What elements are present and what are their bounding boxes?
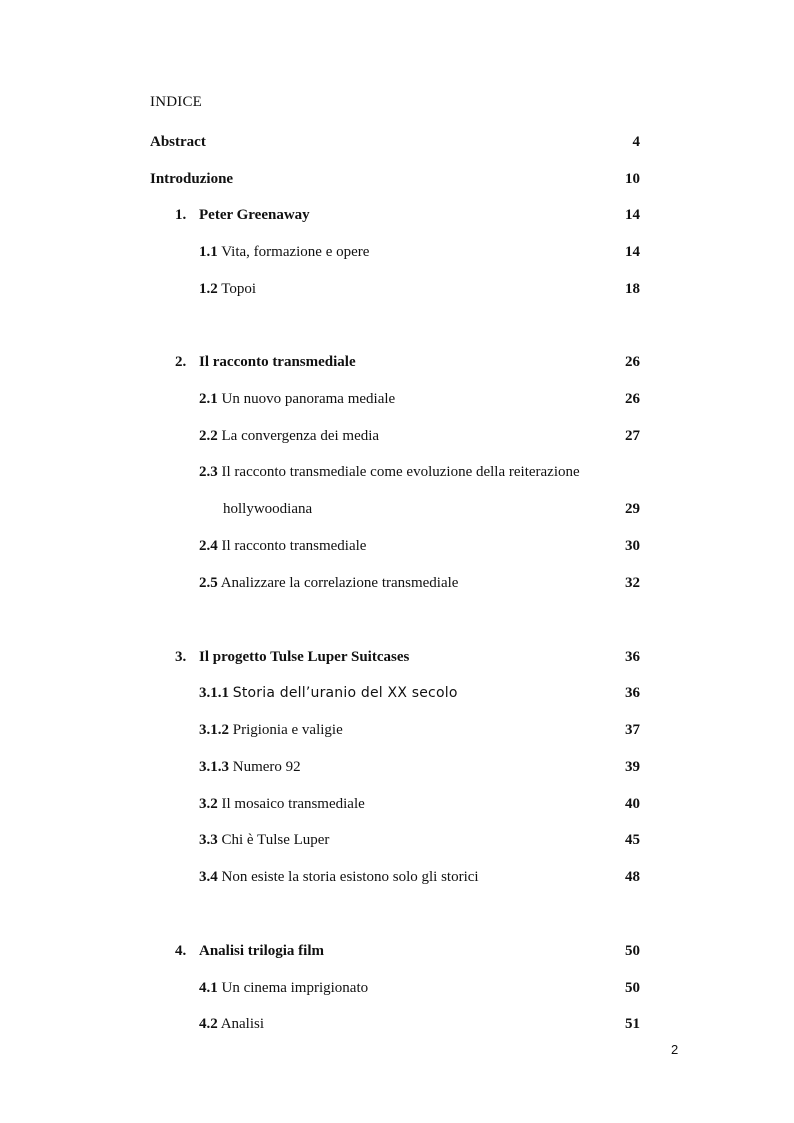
toc-section-2-2[interactable] [199, 425, 649, 447]
toc-entry-page: 32 [625, 575, 640, 591]
chapter-number: 2. [175, 354, 187, 370]
toc-entry-page: 14 [625, 207, 640, 223]
toc-section-4-1[interactable] [199, 977, 649, 999]
chapter-title: Analisi trilogia film [199, 943, 324, 959]
section-title: Chi è Tulse Luper [221, 832, 330, 848]
toc-chapter-1[interactable] [175, 204, 645, 226]
toc-section-3-1-3[interactable] [199, 756, 649, 778]
toc-entry-page: 40 [625, 796, 640, 812]
section-title: Storia dell’uranio del XX secolo [232, 685, 458, 701]
section-number: 2.3 [199, 464, 218, 480]
toc-section-2-3-continuation[interactable] [223, 498, 649, 520]
toc-section-2-4[interactable] [199, 535, 649, 557]
section-number: 3.1.2 [199, 722, 229, 738]
toc-entry-page: 4 [632, 134, 640, 150]
toc-entry-page: 30 [625, 538, 640, 554]
chapter-title: Il progetto Tulse Luper Suitcases [199, 649, 410, 665]
toc-chapter-4[interactable] [175, 940, 645, 962]
toc-section-3-3[interactable] [199, 829, 649, 851]
toc-entry-page: 26 [625, 391, 640, 407]
toc-entry-page: 18 [625, 281, 640, 297]
toc-section-2-5[interactable] [199, 572, 649, 594]
section-number: 1.1 [199, 244, 218, 260]
chapter-title: Peter Greenaway [199, 207, 310, 223]
section-number: 4.2 [199, 1016, 218, 1032]
section-title: Analisi [220, 1016, 265, 1032]
chapter-title: Il racconto transmediale [199, 354, 356, 370]
toc-section-3-4[interactable] [199, 866, 649, 888]
toc-entry-page: 45 [625, 832, 640, 848]
section-title: Un cinema imprigionato [221, 980, 369, 996]
section-number: 3.1.1 [199, 685, 229, 701]
section-title: Prigionia e valigie [232, 722, 343, 738]
chapter-number: 1. [175, 207, 187, 223]
section-number: 3.4 [199, 869, 218, 885]
toc-entry-introduzione[interactable] [150, 168, 650, 190]
page-number: 2 [671, 1042, 679, 1057]
chapter-number: 4. [175, 943, 187, 959]
section-title: La convergenza dei media [221, 428, 380, 444]
toc-section-4-2[interactable] [199, 1013, 649, 1035]
section-title: Il racconto transmediale [221, 538, 367, 554]
toc-entry-abstract[interactable] [150, 131, 650, 153]
section-number: 3.3 [199, 832, 218, 848]
section-title: Il mosaico transmediale [221, 796, 365, 812]
toc-section-1-1[interactable] [199, 241, 649, 263]
toc-entry-page: 50 [625, 943, 640, 959]
toc-entry-page: 51 [625, 1016, 640, 1032]
section-number: 3.1.3 [199, 759, 229, 775]
toc-section-2-3[interactable] [199, 461, 649, 483]
toc-section-3-2[interactable] [199, 793, 649, 815]
section-title: Topoi [221, 281, 257, 297]
toc-entry-page: 39 [625, 759, 640, 775]
toc-section-3-1-2[interactable] [199, 719, 649, 741]
section-title: Numero 92 [232, 759, 301, 775]
toc-section-3-1-1[interactable] [199, 682, 649, 704]
toc-section-2-1[interactable] [199, 388, 649, 410]
section-title: Analizzare la correlazione transmediale [220, 575, 459, 591]
section-title: Un nuovo panorama mediale [221, 391, 396, 407]
section-title: Vita, formazione e opere [221, 244, 370, 260]
chapter-number: 3. [175, 649, 187, 665]
toc-section-1-2[interactable] [199, 278, 649, 300]
toc-entry-title: Introduzione [150, 171, 234, 187]
toc-entry-page: 50 [625, 980, 640, 996]
section-number: 3.2 [199, 796, 218, 812]
section-number: 2.2 [199, 428, 218, 444]
toc-entry-title: Abstract [150, 134, 206, 150]
section-title: Non esiste la storia esistono solo gli storici [221, 869, 479, 885]
toc-entry-page: 14 [625, 244, 640, 260]
section-title: Il racconto transmediale come evoluzione della reiterazione [221, 464, 580, 480]
toc-entry-page: 10 [625, 171, 640, 187]
toc-heading: INDICE [150, 94, 203, 110]
toc-entry-page: 26 [625, 354, 640, 370]
toc-entry-page: 29 [625, 501, 640, 517]
toc-entry-page: 36 [625, 649, 640, 665]
toc-entry-page: 37 [625, 722, 640, 738]
section-number: 2.4 [199, 538, 218, 554]
section-title-continuation: hollywoodiana [223, 501, 313, 517]
section-number: 2.5 [199, 575, 218, 591]
toc-chapter-2[interactable] [175, 351, 645, 373]
toc-entry-page: 48 [625, 869, 640, 885]
section-number: 2.1 [199, 391, 218, 407]
toc-chapter-3[interactable] [175, 646, 645, 668]
toc-entry-page: 27 [625, 428, 640, 444]
toc-entry-page: 36 [625, 685, 640, 701]
section-number: 1.2 [199, 281, 218, 297]
section-number: 4.1 [199, 980, 218, 996]
